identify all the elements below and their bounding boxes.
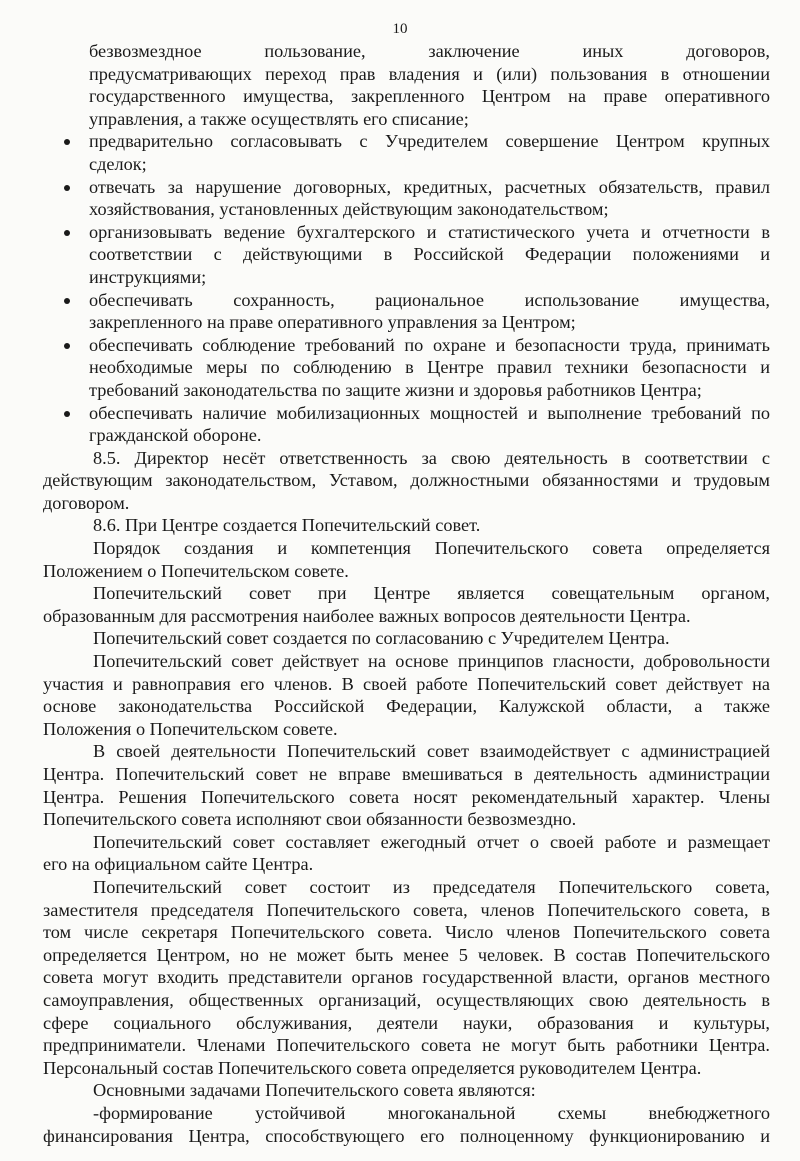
paragraph bbox=[43, 537, 770, 582]
bullet-icon bbox=[64, 343, 70, 349]
text-line: 8.6. При Центре создается Попечительский совет. bbox=[93, 515, 481, 536]
paragraph bbox=[43, 627, 770, 650]
text-line: сделок; bbox=[89, 153, 147, 174]
text-line: самоуправления, общественных организаций, осуществляющих свою деятельность в bbox=[43, 989, 770, 1010]
text-line: -формирование устойчивой многоканальной схемы внебюджетного bbox=[93, 1102, 770, 1123]
bullet-icon bbox=[64, 411, 70, 417]
bullet-list bbox=[43, 130, 770, 446]
bullet-icon bbox=[64, 298, 70, 304]
text-line: отвечать за нарушение договорных, кредитных, расчетных обязательств, правил bbox=[89, 176, 770, 197]
paragraph-8-6 bbox=[43, 514, 770, 537]
text-line: предварительно согласовывать с Учредителем совершение Центром крупных bbox=[89, 131, 770, 152]
text-line: предусматривающих переход прав владения и (или) пользования в отношении bbox=[89, 63, 770, 84]
paragraph bbox=[43, 650, 770, 740]
text-line: Положением о Попечительском совете. bbox=[43, 560, 349, 581]
text-line: обеспечивать сохранность, рациональное использование имущества, bbox=[89, 289, 770, 310]
text-line: действующим законодательством, Уставом, должностными обязанностями и трудовым bbox=[43, 470, 770, 491]
text-line: необходимые меры по соблюдению в Центре правил техники безопасности и bbox=[89, 357, 770, 378]
paragraph bbox=[43, 582, 770, 627]
text-line: обеспечивать соблюдение требований по охране и безопасности труда, принимать bbox=[89, 334, 770, 355]
bullet-item bbox=[43, 221, 770, 289]
text-line: его на официальном сайте Центра. bbox=[43, 854, 314, 875]
text-line: управления, а также осуществлять его списание; bbox=[89, 108, 469, 129]
text-line: требований законодательства по защите жизни и здоровья работников Центра; bbox=[89, 379, 702, 400]
text-line: том числе секретаря Попечительского совета. Число членов Попечительского совета bbox=[43, 922, 770, 943]
text-line: Попечительский совет состоит из председателя Попечительского совета, bbox=[93, 876, 770, 897]
continued-list-item bbox=[43, 40, 770, 130]
text-line: закрепленного на праве оперативного управления за Центром; bbox=[89, 312, 576, 333]
document-body bbox=[43, 40, 770, 1147]
paragraph bbox=[43, 1079, 770, 1102]
text-line: договором. bbox=[43, 492, 130, 513]
paragraph bbox=[43, 831, 770, 876]
text-line: организовывать ведение бухгалтерского и статистического учета и отчетности в bbox=[89, 221, 770, 242]
bullet-icon bbox=[64, 185, 70, 191]
bullet-item bbox=[43, 402, 770, 447]
text-line: Попечительский совет составляет ежегодный отчет о своей работе и размещает bbox=[93, 831, 770, 852]
text-line: образованным для рассмотрения наиболее важных вопросов деятельности Центра. bbox=[43, 605, 691, 626]
text-line: Персональный состав Попечительского совета определяется руководителем Центра. bbox=[43, 1057, 702, 1078]
text-line: безвозмездное пользование, заключение иных договоров, bbox=[89, 41, 770, 61]
text-line: хозяйствования, установленных действующим законодательством; bbox=[89, 199, 609, 220]
dash-marker: - bbox=[93, 1102, 100, 1123]
bullet-item bbox=[43, 130, 770, 175]
text-line: инструкциями; bbox=[89, 266, 207, 287]
bullet-icon bbox=[64, 139, 70, 145]
text-line: Попечительский совет создается по согласованию с Учредителем Центра. bbox=[93, 628, 670, 649]
text-line: сфере социального обслуживания, деятели науки, образования и культуры, bbox=[43, 1012, 770, 1033]
text-line: финансирования Центра, способствующего его полноценному функционированию и bbox=[43, 1125, 770, 1146]
paragraph-8-5 bbox=[43, 447, 770, 515]
text-line: Попечительский совет при Центре является совещательным органом, bbox=[93, 583, 770, 604]
text-line: соответствии с действующими в Российской Федерации положениями и bbox=[89, 244, 770, 265]
paragraph bbox=[43, 876, 770, 1079]
bullet-item bbox=[43, 334, 770, 402]
text-line: основе законодательства Российской Федерации, Калужской области, а также bbox=[43, 696, 770, 717]
paragraph bbox=[43, 740, 770, 830]
text-line: Положения о Попечительском совете. bbox=[43, 718, 338, 739]
text-line: Центра. Решения Попечительского совета носят рекомендательный характер. Члены bbox=[43, 786, 770, 807]
text-line: Порядок создания и компетенция Попечительского совета определяется bbox=[93, 538, 770, 559]
text-line: Попечительского совета исполняют свои обязанности безвозмездно. bbox=[43, 809, 577, 830]
bullet-icon bbox=[64, 230, 70, 236]
text-line: обеспечивать наличие мобилизационных мощностей и выполнение требований по bbox=[89, 402, 770, 423]
text-line: государственного имущества, закрепленного Центром на праве оперативного bbox=[89, 86, 770, 107]
bullet-item bbox=[43, 289, 770, 334]
text-line: предприниматели. Членами Попечительского совета не могут быть работники Центра. bbox=[43, 1035, 770, 1056]
bullet-item bbox=[43, 176, 770, 221]
text-line: Центра. Попечительский совет не вправе вмешиваться в деятельность администрации bbox=[43, 764, 770, 784]
text-line: определяется Центром, но не может быть менее 5 человек. В состав Попечительского bbox=[43, 944, 770, 965]
text-line: 8.5. Директор несёт ответственность за свою деятельность в соответствии с bbox=[93, 447, 770, 468]
dash-list-item bbox=[43, 1102, 770, 1147]
text-line: Попечительский совет действует на основе принципов гласности, добровольности bbox=[93, 651, 770, 672]
text-line: Основными задачами Попечительского совета являются: bbox=[93, 1080, 536, 1101]
text-line: участия и равноправия его членов. В своей работе Попечительский совет действует на bbox=[43, 673, 770, 694]
page-number: 10 bbox=[392, 21, 408, 37]
text-line: гражданской обороне. bbox=[89, 425, 262, 446]
text-line: заместителя председателя Попечительского совета, членов Попечительского совета, в bbox=[43, 899, 770, 920]
text-line: совета могут входить представители органов государственной власти, органов местного bbox=[43, 967, 770, 988]
text-line: В своей деятельности Попечительский совет взаимодействует с администрацией bbox=[93, 741, 770, 762]
